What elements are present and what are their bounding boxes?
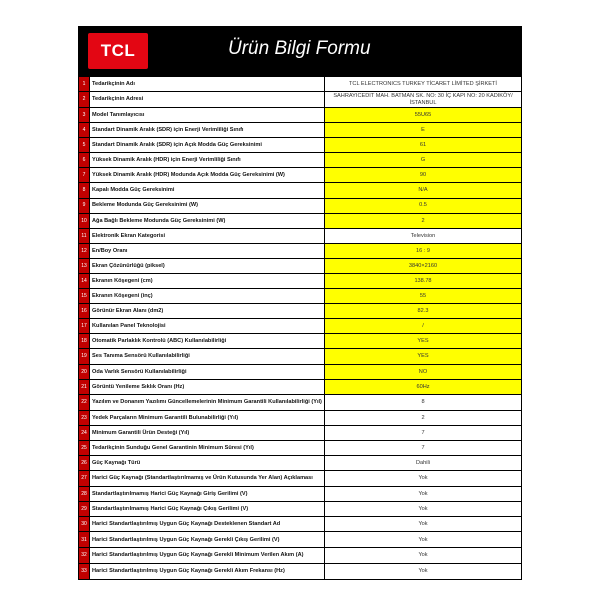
row-value: Yok [325,532,522,548]
row-number: 28 [79,486,90,501]
row-value: SAHRAYICEDIT MAH. BATMAN SK. NO: 30 İÇ KAPI NO: 20 KADIKÖY/ İSTANBUL [325,92,522,108]
table-row [79,563,522,579]
row-number: 6 [79,153,90,168]
table-row [79,394,522,410]
row-number: 19 [79,349,90,364]
row-label: Kapalı Modda Güç Gereksinimi [90,183,325,198]
row-value: 0.5 [325,198,522,213]
table-row [79,486,522,501]
row-label: Standartlaştırılmamış Harici Güç Kaynağı Çıkış Gerilimi (V) [90,502,325,517]
row-label: Ses Tanıma Sensörü Kullanılabilirliği [90,349,325,364]
row-label: Tedarikçinin Adı [90,77,325,92]
row-label: Oda Varlık Sensörü Kullanılabilirliği [90,364,325,379]
row-label: En/Boy Oranı [90,243,325,258]
table-row [79,228,522,243]
row-number: 20 [79,364,90,379]
row-value: TCL ELECTRONICS TURKEY TİCARET LİMİTED ŞİRKETİ [325,77,522,92]
row-value: Television [325,228,522,243]
row-value: Yok [325,502,522,517]
row-label: Harici Standartlaştırılmış Uygun Güç Kaynağı Desteklenen Standart Ad [90,517,325,532]
row-value: 60Hz [325,379,522,394]
table-row [79,532,522,548]
row-value: N/A [325,183,522,198]
row-value: Yok [325,486,522,501]
row-label: Harici Standartlaştırılmış Uygun Güç Kaynağı Gerekli Minimum Verilen Akım (A) [90,548,325,564]
row-value: 82.3 [325,304,522,319]
table-row [79,213,522,228]
spec-table [78,76,522,580]
row-value: 2 [325,410,522,425]
row-value: Yok [325,517,522,532]
row-number: 5 [79,138,90,153]
row-label: Otomatik Parlaklık Kontrolü (ABC) Kullanılabilirliği [90,334,325,349]
table-row [79,304,522,319]
row-value: NO [325,364,522,379]
row-value: G [325,153,522,168]
header-bar [78,26,522,76]
table-row [79,440,522,455]
row-label: Standart Dinamik Aralık (SDR) için Açık Modda Güç Gereksinimi [90,138,325,153]
table-row [79,349,522,364]
row-label: Harici Standartlaştırılmış Uygun Güç Kaynağı Gerekli Akım Frekansı (Hz) [90,563,325,579]
row-value: 90 [325,168,522,183]
row-number: 29 [79,502,90,517]
form-title: Ürün Bilgi Formu [228,38,371,59]
row-value: / [325,319,522,334]
row-number: 30 [79,517,90,532]
row-label: Ekranın Köşegeni (inç) [90,289,325,304]
row-number: 9 [79,198,90,213]
row-label: Ekran Çözünürlüğü (piksel) [90,258,325,273]
table-row [79,123,522,138]
table-row [79,153,522,168]
product-info-form [78,26,522,580]
table-row [79,410,522,425]
row-value: 55 [325,289,522,304]
row-number: 3 [79,107,90,122]
row-value: 7 [325,440,522,455]
row-label: Yüksek Dinamik Aralık (HDR) için Enerji Verimliliği Sınıfı [90,153,325,168]
row-number: 14 [79,274,90,289]
row-label: Ağa Bağlı Bekleme Modunda Güç Gereksinimi (W) [90,213,325,228]
row-label: Standartlaştırılmamış Harici Güç Kaynağı Giriş Gerilimi (V) [90,486,325,501]
table-row [79,364,522,379]
table-row [79,138,522,153]
table-row [79,379,522,394]
row-label: Model Tanımlayıcısı [90,107,325,122]
table-row [79,502,522,517]
row-value: Yok [325,548,522,564]
row-label: Yedek Parçaların Minimum Garantili Bulunabilirliği (Yıl) [90,410,325,425]
table-row [79,168,522,183]
row-label: Bekleme Modunda Güç Gereksinimi (W) [90,198,325,213]
row-number: 4 [79,123,90,138]
row-label: Harici Standartlaştırılmış Uygun Güç Kaynağı Gerekli Çıkış Gerilimi (V) [90,532,325,548]
row-number: 33 [79,563,90,579]
row-value: Dahili [325,455,522,470]
row-value: 61 [325,138,522,153]
row-label: Minimum Garantili Ürün Desteği (Yıl) [90,425,325,440]
row-number: 12 [79,243,90,258]
row-number: 27 [79,471,90,487]
row-number: 2 [79,92,90,108]
row-number: 24 [79,425,90,440]
table-row [79,198,522,213]
row-value: 138.78 [325,274,522,289]
table-row [79,471,522,487]
row-number: 16 [79,304,90,319]
row-label: Ekranın Köşegeni (cm) [90,274,325,289]
table-row [79,258,522,273]
row-number: 15 [79,289,90,304]
row-value: 8 [325,394,522,410]
row-label: Görünür Ekran Alanı (dm2) [90,304,325,319]
row-number: 31 [79,532,90,548]
row-number: 1 [79,77,90,92]
row-value: 16 : 9 [325,243,522,258]
table-row [79,274,522,289]
row-label: Harici Güç Kaynağı (Standartlaştırılmamış ve Ürün Kutusunda Yer Alan) Açıklaması [90,471,325,487]
row-value: Yok [325,471,522,487]
table-row [79,425,522,440]
tcl-logo [88,33,148,69]
row-label: Standart Dinamik Aralık (SDR) için Enerji Verimliliği Sınıfı [90,123,325,138]
table-row [79,455,522,470]
row-value: 55U65 [325,107,522,122]
table-row [79,107,522,122]
row-label: Elektronik Ekran Kategorisi [90,228,325,243]
table-row [79,517,522,532]
row-number: 11 [79,228,90,243]
table-row [79,548,522,564]
row-label: Kullanılan Panel Teknolojisi [90,319,325,334]
row-number: 8 [79,183,90,198]
row-value: E [325,123,522,138]
row-number: 10 [79,213,90,228]
row-label: Yazılım ve Donanım Yazılımı Güncellemelerinin Minimum Garantili Kullanılabilirliği (Yıl) [90,394,325,410]
row-label: Yüksek Dinamik Aralık (HDR) Modunda Açık Modda Güç Gereksinimi (W) [90,168,325,183]
row-number: 21 [79,379,90,394]
row-number: 13 [79,258,90,273]
row-number: 17 [79,319,90,334]
row-value: 2 [325,213,522,228]
row-number: 26 [79,455,90,470]
row-number: 22 [79,394,90,410]
logo-text: TCL [100,41,136,60]
row-number: 7 [79,168,90,183]
row-number: 32 [79,548,90,564]
table-row [79,243,522,258]
row-number: 18 [79,334,90,349]
row-value: YES [325,334,522,349]
row-number: 23 [79,410,90,425]
row-label: Tedarikçinin Sunduğu Genel Garantinin Minimum Süresi (Yıl) [90,440,325,455]
row-number: 25 [79,440,90,455]
row-label: Görüntü Yenileme Sıklık Oranı (Hz) [90,379,325,394]
row-value: 3840×2160 [325,258,522,273]
row-label: Güç Kaynağı Türü [90,455,325,470]
table-row [79,77,522,92]
table-row [79,183,522,198]
table-row [79,289,522,304]
table-row [79,92,522,108]
table-row [79,319,522,334]
table-row [79,334,522,349]
row-value: YES [325,349,522,364]
row-value: 7 [325,425,522,440]
row-value: Yok [325,563,522,579]
row-label: Tedarikçinin Adresi [90,92,325,108]
